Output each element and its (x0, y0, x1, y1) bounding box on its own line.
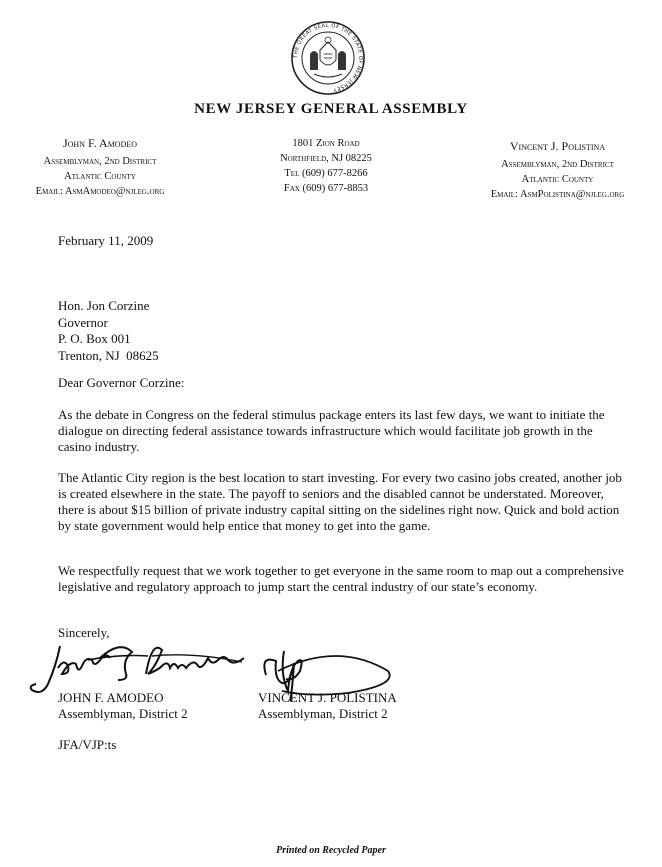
signer-amodeo (58, 690, 188, 722)
letterhead-title: NEW JERSEY GENERAL ASSEMBLY (194, 101, 468, 117)
county-line: Atlantic County (521, 174, 594, 185)
typist-initials: JFA/VJP:ts (58, 737, 117, 752)
signer-title: Assemblyman, District 2 (58, 706, 188, 721)
paragraph-3: We respectfully request that we work together to get everyone in the same room to map out a comprehensive legislative and regulatory approach to jump start the central industry of our state’s economy. (58, 563, 624, 594)
city-line: Northfield, NJ 08225 (280, 153, 372, 164)
letterhead-left-block (10, 136, 190, 199)
recipient-po-box: P. O. Box 001 (58, 331, 131, 346)
fax-line: Fax (609) 677-8853 (283, 183, 369, 194)
recipient-city: Trenton, NJ 08625 (58, 347, 159, 363)
signer-name: VINCENT J. POLISTINA (258, 690, 397, 705)
signer-polistina (258, 690, 397, 722)
district-line: Assemblyman, 2nd District (501, 159, 614, 170)
letter-date: February 11, 2009 (58, 233, 154, 248)
letterhead-right-block (470, 139, 645, 202)
county-line: Atlantic County (64, 171, 136, 182)
signer-title: Assemblyman, District 2 (258, 706, 388, 721)
street-line: 1801 Zion Road (292, 138, 360, 149)
state-seal-icon (290, 20, 366, 96)
paragraph-2: The Atlantic City region is the best location to start investing. For every two casino jobs created, another job is created elsewhere in the state. The payoff to seniors and the disabled cannot be understated. Moreover, there is about $15 billion of private industry capital sitting on the sidelines right now. Quick and bold action by state government would help entice that money to get into the game. (58, 470, 622, 533)
email-line: Email: AsmPolistina@njleg.org (490, 189, 625, 200)
recipient-name: Hon. Jon Corzine (58, 298, 150, 313)
email-line: Email: AsmAmodeo@njleg.org (35, 186, 165, 197)
signer-name: JOHN F. AMODEO (58, 690, 164, 705)
assemblyman-amodeo-name: John F. Amodeo (62, 136, 138, 150)
assemblyman-polistina-name: Vincent J. Polistina (509, 139, 606, 153)
paragraph-1: As the debate in Congress on the federal stimulus package enters its last few days, we want to initiate the dialogue on directing federal assistance towards infrastructure which would facilitate job growth in the casino industry. (58, 407, 605, 454)
closing: Sincerely, (58, 625, 110, 640)
recipient-title: Governor (58, 314, 108, 330)
recipient-address (58, 298, 159, 364)
svg-text:THE GREAT SEAL OF THE STATE OF: THE GREAT SEAL OF THE STATE OF NEW JERSEY (292, 22, 364, 93)
phone-line: Tel (609) 677-8266 (284, 168, 368, 179)
district-line: Assemblyman, 2nd District (43, 156, 157, 167)
salutation: Dear Governor Corzine: (58, 375, 185, 390)
letterhead-address-block (246, 136, 406, 196)
recycled-paper-footer: Printed on Recycled Paper (276, 845, 386, 856)
